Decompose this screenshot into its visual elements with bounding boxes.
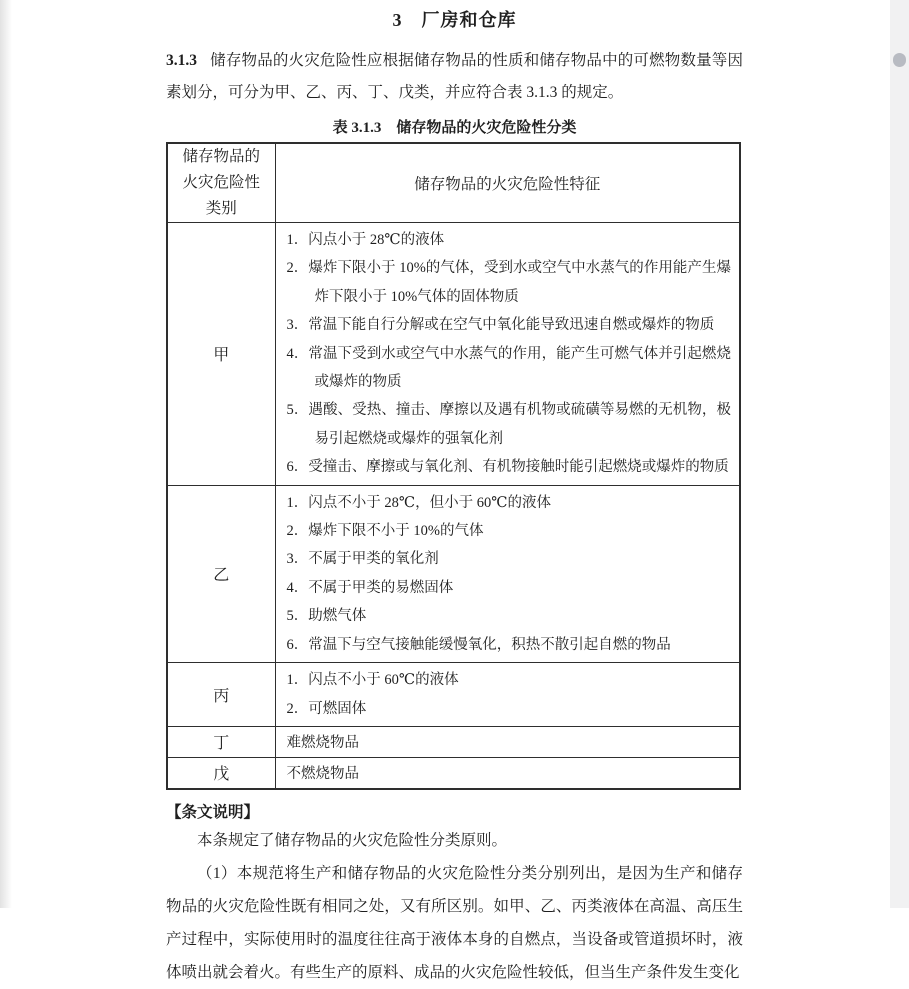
table-row (167, 663, 740, 727)
commentary-paragraph: 本条规定了储存物品的火灾危险性分类原则。 (197, 831, 508, 849)
clause-paragraph (166, 45, 743, 109)
table-row (167, 757, 740, 789)
table-row (167, 485, 740, 662)
feature-item: 2．可燃固体 (286, 700, 367, 717)
feature-item: 2．爆炸下限小于 10%的气体，受到水或空气中水蒸气的作用能产生爆炸下限小于 10%气体的固体物质 (286, 260, 731, 305)
category-yi: 乙 (167, 485, 275, 662)
features-wu: 不燃烧物品 (275, 757, 740, 789)
table-row (167, 223, 740, 486)
clause-text: 储存物品的火灾危险性应根据储存物品的性质和储存物品中的可燃物数量等因素划分，可分为甲、乙、丙、丁、戊类，并应符合表 3.1.3 的规定。 (166, 52, 743, 101)
feature-item: 3．不属于甲类的氧化剂 (286, 551, 439, 568)
clause-number: 3.1.3 (166, 52, 197, 69)
commentary-paragraph: （1）本规范将生产和储存物品的火灾危险性分类分别列出，是因为生产和储存物品的火灾危险性既有相同之处，又有所区别。如甲、乙、丙类液体在高温、高压生产过程中，实际使用时的温度往往高于液体本身的自燃点，当设备或管道损坏时，液体喷出就会着火。有些生产的原料、成品的火灾危险性较低，但当生产条件发生变化 (166, 864, 743, 981)
feature-item: 3．常温下能自行分解或在空气中氧化能导致迅速自燃或爆炸的物质 (286, 317, 715, 334)
feature-item: 5．遇酸、受热、撞击、摩擦以及遇有机物或硫磺等易燃的无机物，极易引起燃烧或爆炸的强氧化剂 (286, 402, 731, 447)
feature-item: 1．闪点不小于 28℃，但小于 60℃的液体 (286, 494, 551, 511)
features-yi (275, 485, 740, 662)
document-content (166, 0, 743, 989)
feature-item: 1．闪点不小于 60℃的液体 (286, 672, 459, 689)
feature-item: 1．闪点小于 28℃的液体 (286, 232, 445, 248)
category-wu: 戊 (167, 757, 275, 789)
table-caption: 表 3.1.3 储存物品的火灾危险性分类 (332, 120, 577, 136)
feature-item: 6．常温下与空气接触能缓慢氧化，积热不散引起自燃的物品 (286, 636, 671, 653)
feature-item: 5．助燃气体 (286, 608, 367, 625)
header-features-column: 储存物品的火灾危险性特征 (275, 143, 740, 223)
scrollbar-thumb[interactable] (893, 53, 906, 67)
category-ding: 丁 (167, 726, 275, 757)
page-edge-shadow (0, 0, 12, 908)
feature-item: 2．爆炸下限不小于 10%的气体 (286, 523, 484, 540)
header-category-column: 储存物品的火灾危险性类别 (167, 143, 275, 223)
feature-item: 4．常温下受到水或空气中水蒸气的作用，能产生可燃气体并引起燃烧或爆炸的物质 (286, 345, 731, 391)
features-ding: 难燃烧物品 (275, 726, 740, 757)
category-bing: 丙 (167, 663, 275, 727)
table-row (167, 726, 740, 757)
feature-item: 4．不属于甲类的易燃固体 (286, 579, 454, 596)
feature-item: 6．受撞击、摩擦或与氧化剂、有机物接触时能引起燃烧或爆炸的物质 (286, 459, 729, 476)
features-bing (275, 663, 740, 727)
features-jia (275, 223, 740, 486)
category-jia: 甲 (167, 223, 275, 486)
table-header-row (167, 143, 740, 223)
page-title: 3 厂房和仓库 (392, 10, 517, 30)
scrollbar-track[interactable] (890, 0, 909, 908)
commentary-heading: 【条文说明】 (166, 803, 260, 821)
fire-hazard-classification-table (166, 142, 741, 790)
